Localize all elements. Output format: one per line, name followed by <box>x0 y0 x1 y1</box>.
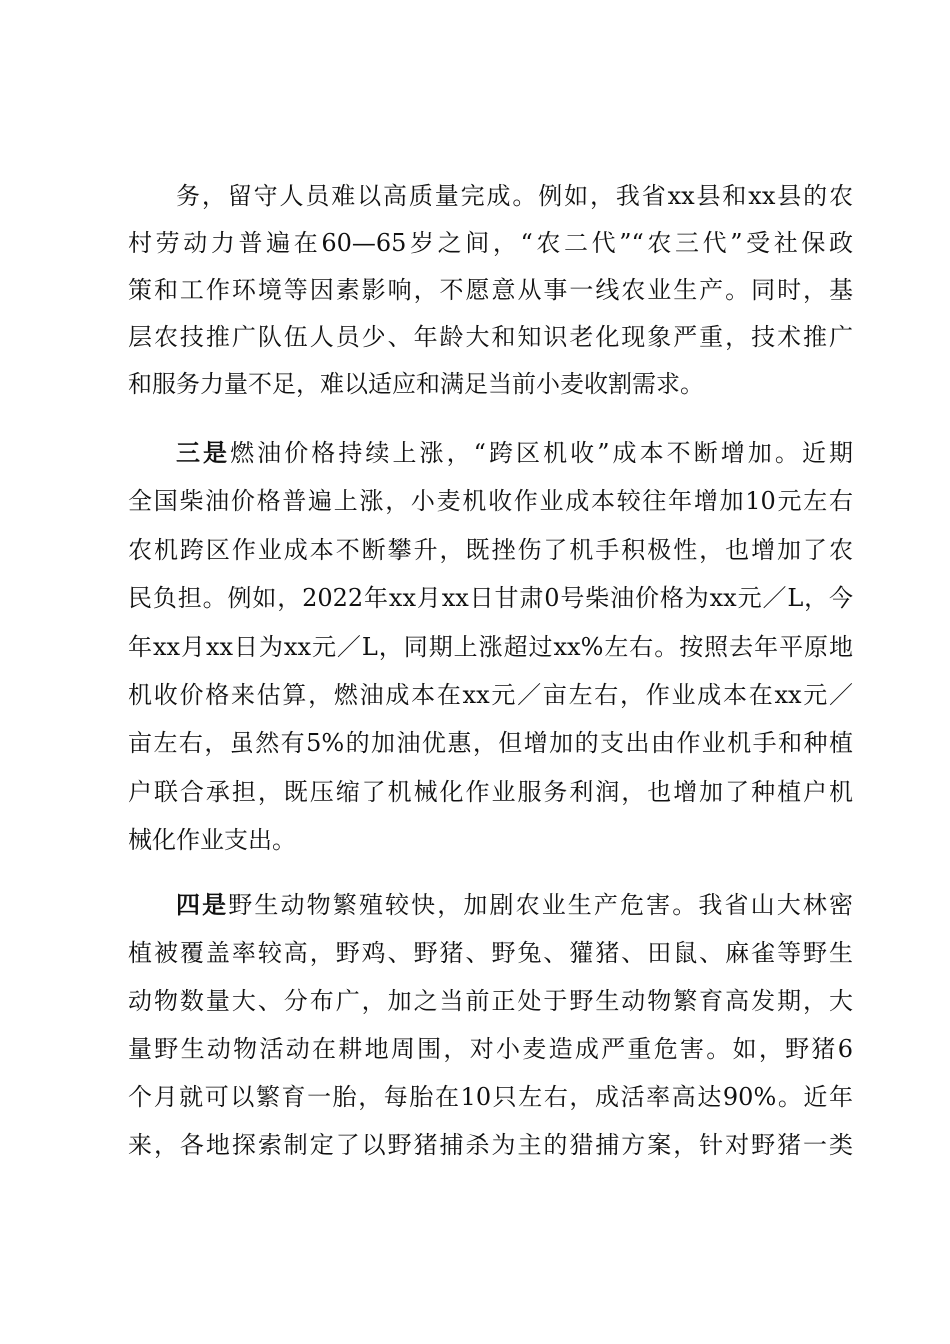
paragraph-3-line-6: 来，各地探索制定了以野猪捕杀为主的猎捕方案，针对野猪一类 <box>128 1131 853 1159</box>
paragraph-2-line-9: 械化作业支出。 <box>128 826 296 854</box>
paragraph-1-line-4: 层农技推广队伍人员少、年龄大和知识老化现象严重，技术推广 <box>128 323 853 351</box>
paragraph-2-line-4: 民负担。例如，2022年xx月xx日甘肃0号柴油价格为xx元／L，今 <box>128 584 853 612</box>
paragraph-3-line-2: 植被覆盖率较高，野鸡、野猪、野兔、獾猪、田鼠、麻雀等野生 <box>128 939 853 967</box>
paragraph-1-line-1: 务，留守人员难以高质量完成。例如，我省xx县和xx县的农 <box>176 182 853 210</box>
paragraph-2-line-2: 全国柴油价格普遍上涨，小麦机收作业成本较往年增加10元左右 <box>128 487 853 515</box>
paragraph-3-first-line-rest: 野生动物繁殖较快，加剧农业生产危害。我省山大林密 <box>228 891 854 919</box>
paragraph-1-line-2: 村劳动力普遍在60—65岁之间，“农二代”“农三代”受社保政 <box>128 229 853 257</box>
paragraph-2-line-5: 年xx月xx日为xx元／L，同期上涨超过xx%左右。按照去年平原地 <box>128 633 853 661</box>
paragraph-3-lead: 四是 <box>176 890 229 919</box>
paragraph-3-line-3: 动物数量大、分布广，加之当前正处于野生动物繁育高发期，大 <box>128 987 853 1015</box>
paragraph-2-line-8: 户联合承担，既压缩了机械化作业服务利润，也增加了种植户机 <box>128 778 853 806</box>
paragraph-1-line-5: 和服务力量不足，难以适应和满足当前小麦收割需求。 <box>128 370 704 398</box>
paragraph-2-first-line-rest: 燃油价格持续上涨，“跨区机收”成本不断增加。近期 <box>230 439 853 467</box>
paragraph-2-line-6: 机收价格来估算，燃油成本在xx元／亩左右，作业成本在xx元／ <box>128 681 853 709</box>
paragraph-3-line-5: 个月就可以繁育一胎，每胎在10只左右，成活率高达90%。近年 <box>128 1083 853 1111</box>
paragraph-2-lead: 三是 <box>176 438 231 467</box>
paragraph-2-line-3: 农机跨区作业成本不断攀升，既挫伤了机手积极性，也增加了农 <box>128 536 853 564</box>
paragraph-2-line-1 <box>176 433 853 473</box>
paragraph-2-line-7: 亩左右，虽然有5%的加油优惠，但增加的支出由作业机手和种植 <box>128 729 853 757</box>
paragraph-1-line-3: 策和工作环境等因素影响，不愿意从事一线农业生产。同时，基 <box>128 276 853 304</box>
paragraph-3-line-4: 量野生动物活动在耕地周围，对小麦造成严重危害。如，野猪6 <box>128 1035 853 1063</box>
paragraph-3-line-1 <box>176 885 853 925</box>
